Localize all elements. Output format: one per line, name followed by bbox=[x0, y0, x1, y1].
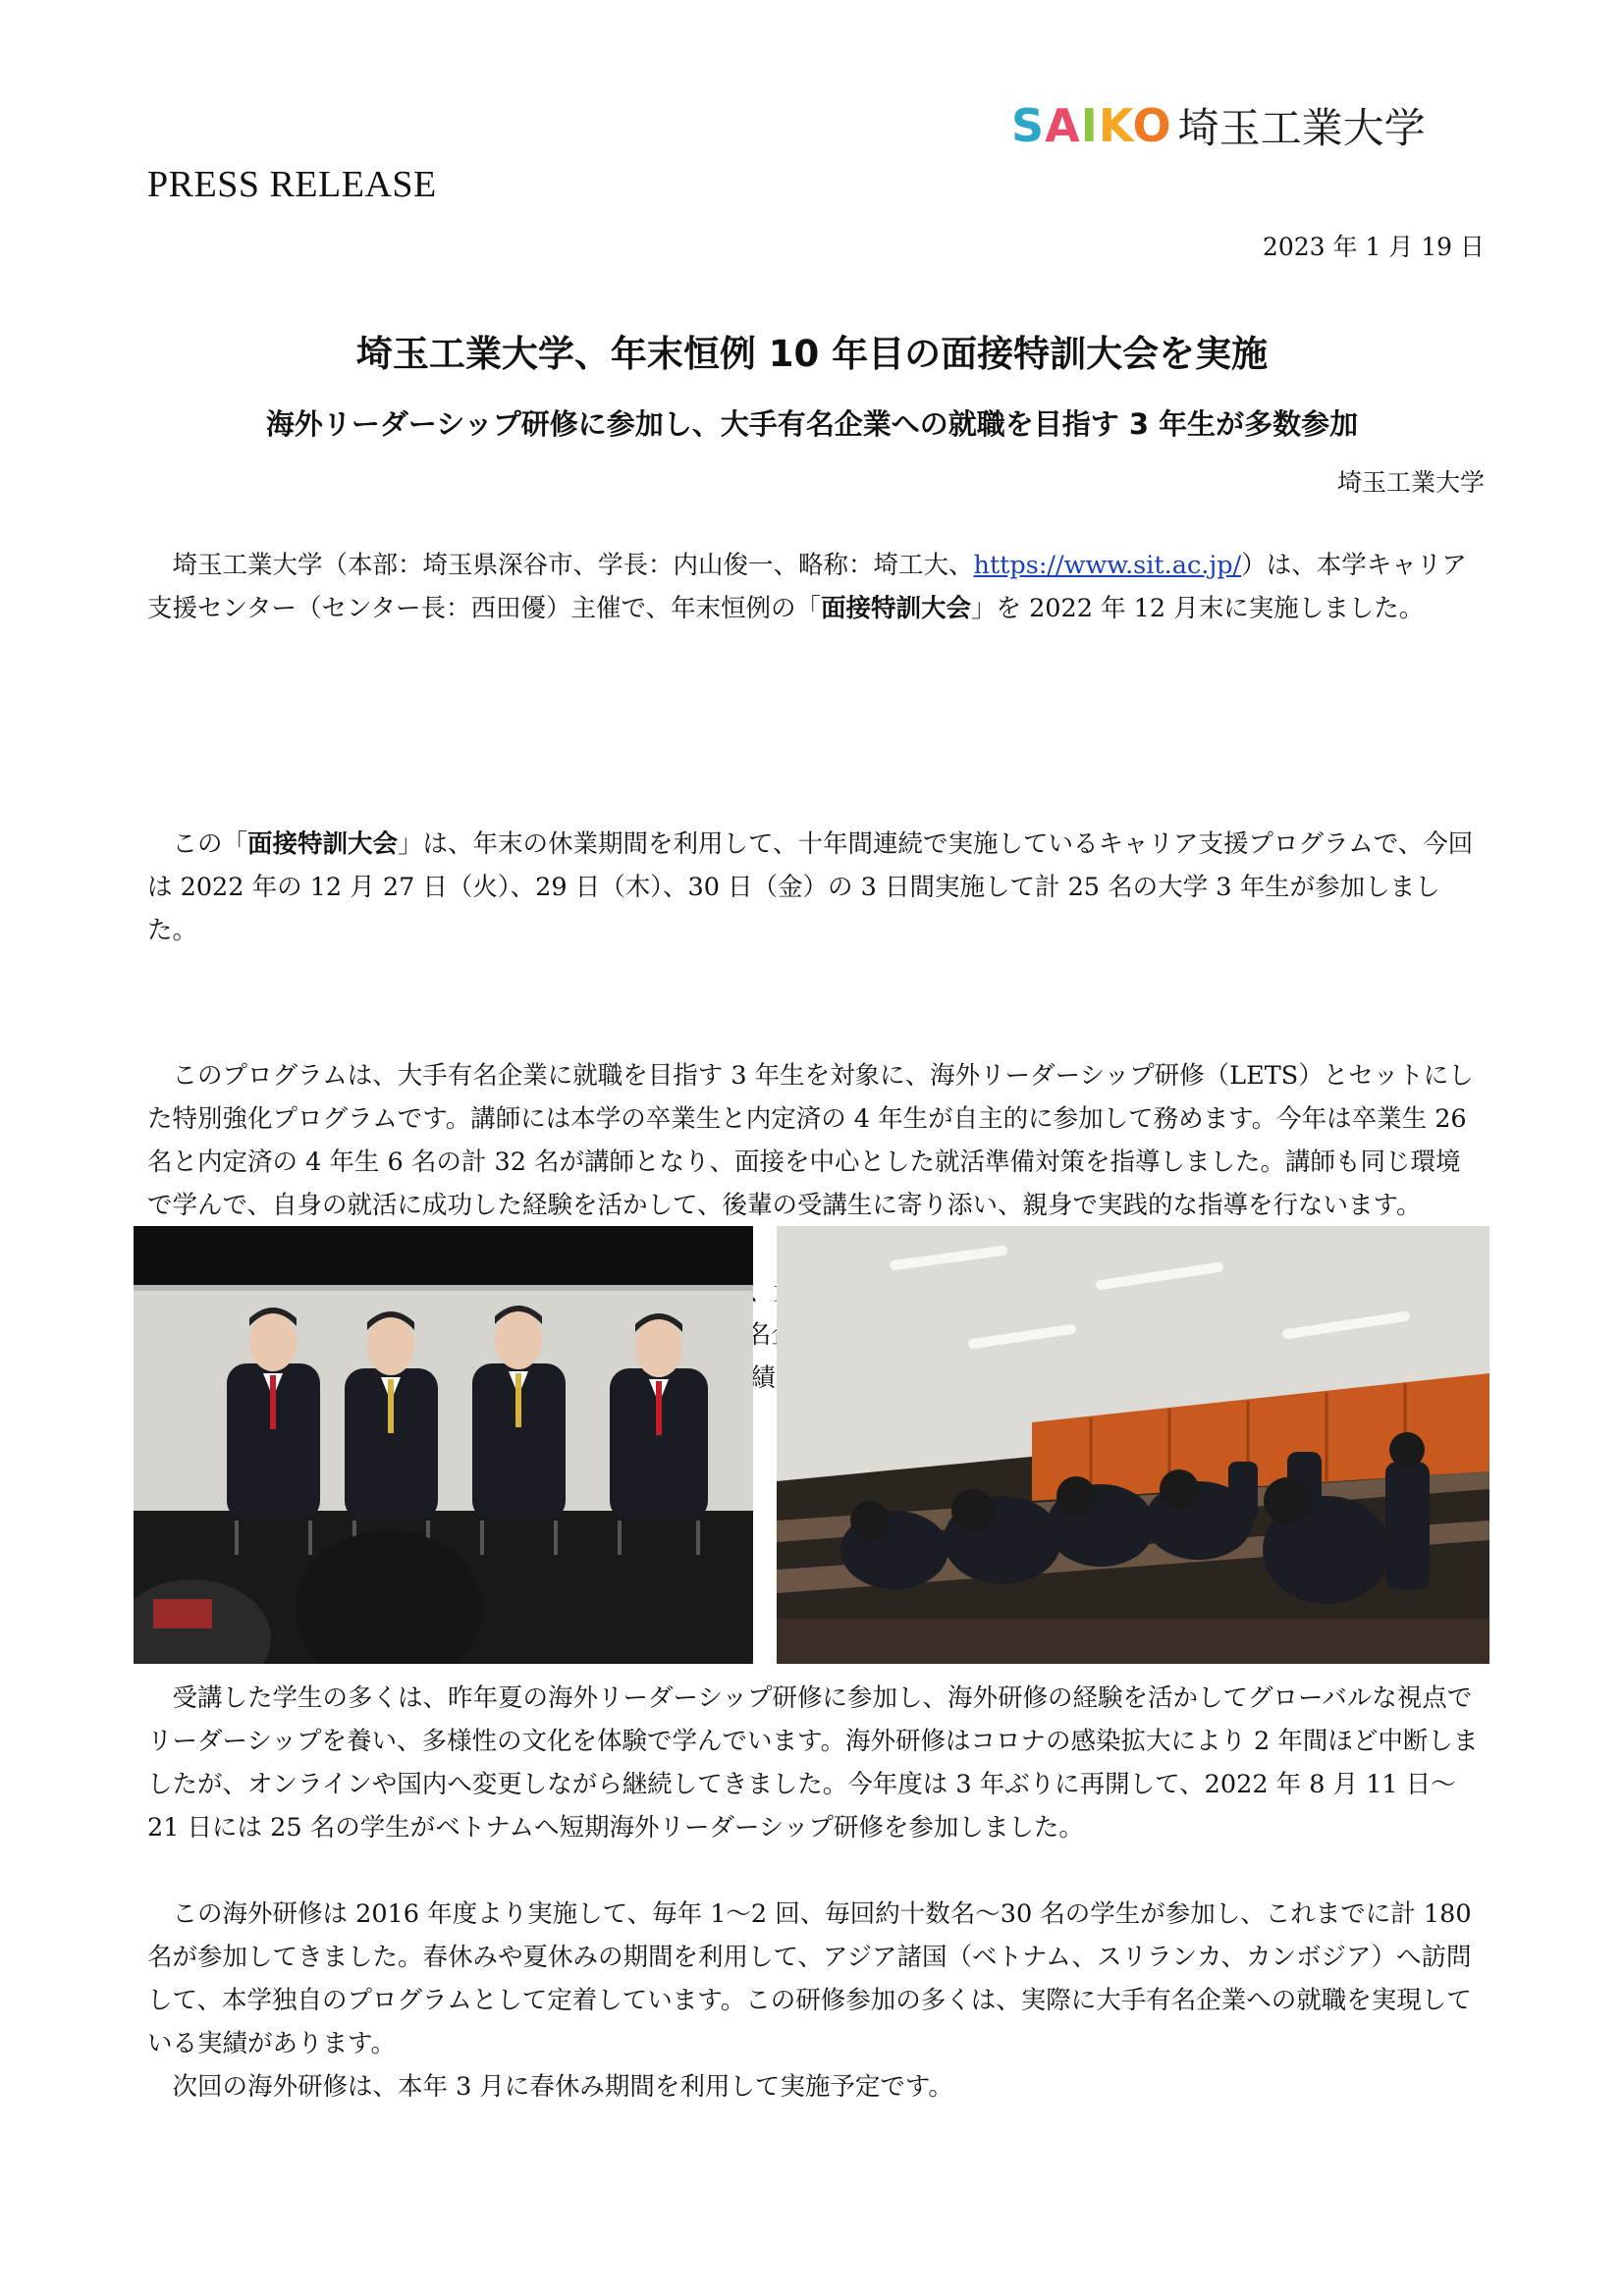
p1b-text-a: この「 bbox=[172, 829, 248, 859]
press-release-label: PRESS RELEASE bbox=[147, 164, 437, 205]
program-paragraph: このプログラムは、大手有名企業に就職を目指す 3 年生を対象に、海外リーダーシップ研修（LETS）とセットにした特別強化プログラムです。講師には本学の卒業生と内定済の 4 年生が自主的に参加して務めます。今年は卒業生 26 名と内定済の 4 年生 6 名の計 32 名が講師となり、面接を中心とした就活準備対策を指導しました。講師も同じ環境で学んで、自身の就活に成功した経験を活かして、後輩の受講生に寄り添い、親身で実践的な指導を行ないます。 bbox=[147, 1061, 1474, 1220]
p1-event-name: 面接特訓大会 bbox=[820, 594, 971, 623]
release-date: 2023 年 1 月 19 日 bbox=[1262, 233, 1485, 261]
author-org: 埼玉工業大学 bbox=[1336, 468, 1485, 497]
photo-seated-students bbox=[134, 1226, 753, 1664]
p1-text-c: 」を 2022 年 12 月末に実施しました。 bbox=[970, 594, 1425, 623]
intro-paragraph bbox=[147, 544, 1485, 630]
headline-subtitle: 海外リーダーシップ研修に参加し、大手有名企業への就職を目指す 3 年生が多数参加 bbox=[265, 407, 1359, 441]
p1-text-b: ）は、本学キャリア支援センター（センター長：西田優）主催で、年末恒例の「 bbox=[147, 551, 1467, 623]
event-paragraph bbox=[147, 823, 1485, 952]
logo-mark: SAIKO bbox=[1011, 99, 1172, 152]
overseas-paragraphs bbox=[147, 1677, 1485, 2109]
headline-title: 埼玉工業大学、年末恒例 10 年目の面接特訓大会を実施 bbox=[355, 333, 1269, 375]
next-training-paragraph: 次回の海外研修は、本年 3 月に春休み期間を利用して実施予定です。 bbox=[172, 2072, 953, 2102]
overseas-training-paragraph: 受講した学生の多くは、昨年夏の海外リーダーシップ研修に参加し、海外研修の経験を活かしてグローバルな視点でリーダーシップを養い、多様性の文化を体験で学んでいます。海外研修はコロナの感染拡大により 2 年間ほど中断しましたが、オンラインや国内へ変更しながら継続してきました。今年度は 3 年ぶりに再開して、2022 年 8 月 11 日～21 日には 25 名の学生がベトナムへ短期海外リーダーシップ研修を参加しました。 bbox=[147, 1683, 1479, 1842]
overseas-history-paragraph: この海外研修は 2016 年度より実施して、毎年 1～2 回、毎回約十数名～30 名の学生が参加し、これまでに計 180 名が参加してきました。春休みや夏休みの期間を利用して、アジア諸国（ベトナム、スリランカ、カンボジア）へ訪問して、本学独自のプログラムとして定着しています。この研修参加の多くは、実際に大手有名企業への就職を実現している実績があります。 bbox=[147, 1899, 1472, 2058]
p1-text-a: 埼玉工業大学（本部：埼玉県深谷市、学長：内山俊一、略称：埼工大、 bbox=[172, 551, 974, 580]
seated-students-illustration bbox=[134, 1226, 753, 1664]
saiko-logo bbox=[1011, 96, 1492, 152]
p1b-text-b: 」は、年末の休業期間を利用して、十年間連続で実施しているキャリア支援プログラムで、今回は 2022 年の 12 月 27 日（火）、29 日（木）、30 日（金）の 3 日間実施して計 25 名の大学 3 年生が参加しました。 bbox=[147, 829, 1474, 945]
photo-classroom-bowing bbox=[777, 1226, 1489, 1664]
university-url-link[interactable]: https://www.sit.ac.jp/ bbox=[973, 551, 1242, 580]
logo-university-name: 埼玉工業大学 bbox=[1177, 104, 1426, 152]
p1b-event-name: 面接特訓大会 bbox=[247, 829, 399, 859]
classroom-illustration bbox=[777, 1226, 1489, 1664]
